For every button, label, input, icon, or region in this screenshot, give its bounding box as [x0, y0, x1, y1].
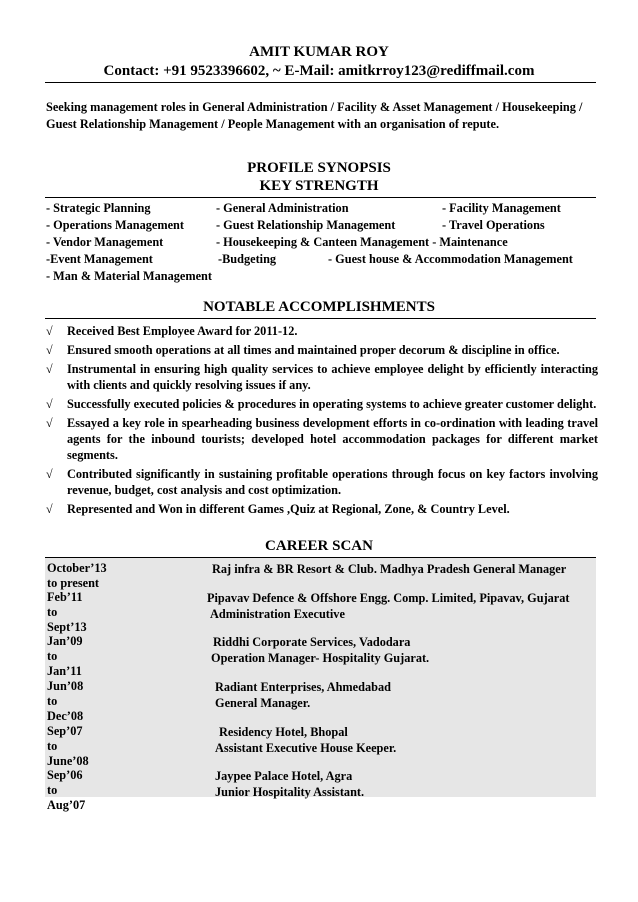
strength-item: -Event Management: [46, 252, 153, 266]
career-date: Feb’11 to Sept’13: [47, 590, 87, 634]
strength-item: - Strategic Planning: [46, 201, 151, 215]
career-date: Sep’06 to Aug’07: [47, 768, 86, 812]
career-organisation: Raj infra & BR Resort & Club. Madhya Pradesh General Manager: [212, 562, 567, 576]
career-organisation: Residency Hotel, Bhopal: [219, 725, 348, 739]
strength-item: - Operations Management: [46, 218, 184, 232]
check-icon: √: [46, 343, 53, 357]
career-date: Jun’08 to Dec’08: [47, 679, 84, 723]
candidate-name: AMIT KUMAR ROY: [249, 44, 389, 60]
strength-item: - Housekeeping & Canteen Management - Maintenance: [216, 235, 508, 249]
career-organisation: Riddhi Corporate Services, Vadodara: [213, 635, 411, 649]
check-icon: √: [46, 324, 53, 338]
accomplishment-text: Represented and Won in different Games ,Quiz at Regional, Zone, & Country Level.: [67, 502, 510, 516]
career-date: Sep’07 to June’08: [47, 724, 89, 768]
accomplishment-text: Received Best Employee Award for 2011-12.: [67, 324, 298, 338]
key-strength-divider: [45, 197, 596, 198]
contact-line: Contact: +91 9523396602, ~ E-Mail: amitkrroy123@rediffmail.com: [103, 63, 535, 79]
career-role: Junior Hospitality Assistant.: [215, 785, 365, 799]
objective-statement: Seeking management roles in General Administration / Facility & Asset Management / Housekeeping / Guest Relationship Management / People Management with an organisation of repute.: [46, 100, 583, 131]
accomplishments-list: [46, 323, 598, 520]
check-icon: √: [46, 502, 53, 516]
check-icon: √: [46, 397, 53, 411]
career-date: October’13 to present: [47, 561, 107, 590]
career-organisation: Radiant Enterprises, Ahmedabad: [215, 680, 391, 694]
strength-item: - General Administration: [216, 201, 349, 215]
accomplishments-divider: [45, 318, 596, 319]
strength-item: - Man & Material Management: [46, 269, 212, 283]
career-role: Administration Executive: [210, 607, 345, 621]
career-scan-title: CAREER SCAN: [265, 538, 373, 554]
career-role: Operation Manager- Hospitality Gujarat.: [211, 651, 430, 665]
strength-item: -Budgeting: [218, 252, 277, 266]
strength-item: - Guest Relationship Management: [216, 218, 396, 232]
check-icon: √: [46, 467, 53, 481]
accomplishment-item: [46, 323, 598, 339]
profile-synopsis-title: PROFILE SYNOPSIS: [247, 160, 391, 176]
check-icon: √: [46, 362, 53, 376]
strength-item: - Facility Management: [442, 201, 561, 215]
accomplishment-text: Essayed a key role in spearheading business development efforts in co-ordination with leading travel agents for the inbound tourists; developed hotel accommodation packages for different market segments.: [67, 416, 598, 462]
check-icon: √: [46, 416, 53, 430]
career-organisation: Pipavav Defence & Offshore Engg. Comp. Limited, Pipavav, Gujarat: [207, 591, 570, 605]
accomplishment-item: [46, 396, 598, 412]
header-divider: [45, 82, 596, 83]
strength-item: - Guest house & Accommodation Management: [328, 252, 573, 266]
accomplishment-item: [46, 342, 598, 358]
accomplishment-item: [46, 361, 598, 393]
accomplishments-title: NOTABLE ACCOMPLISHMENTS: [203, 299, 435, 315]
accomplishment-text: Ensured smooth operations at all times and maintained proper decorum & discipline in office.: [67, 343, 560, 357]
key-strength-title: KEY STRENGTH: [259, 178, 379, 194]
career-organisation: Jaypee Palace Hotel, Agra: [215, 769, 353, 783]
accomplishment-item: [46, 501, 598, 517]
career-role: Assistant Executive House Keeper.: [215, 741, 397, 755]
career-role: General Manager.: [215, 696, 311, 710]
accomplishment-text: Contributed significantly in sustaining profitable operations through focus on key factors involving revenue, budget, cost analysis and cost optimization.: [67, 467, 598, 497]
career-divider: [45, 557, 596, 558]
accomplishment-text: Successfully executed policies & procedures in operating systems to achieve greater customer delight.: [67, 397, 597, 411]
accomplishment-item: [46, 415, 598, 463]
accomplishment-item: [46, 466, 598, 498]
strength-item: - Travel Operations: [442, 218, 545, 232]
accomplishment-text: Instrumental in ensuring high quality services to achieve employee delight by efficiently interacting with clients and quickly resolving issues if any.: [67, 362, 598, 392]
career-date: Jan’09 to Jan’11: [47, 634, 83, 678]
strength-item: - Vendor Management: [46, 235, 164, 249]
